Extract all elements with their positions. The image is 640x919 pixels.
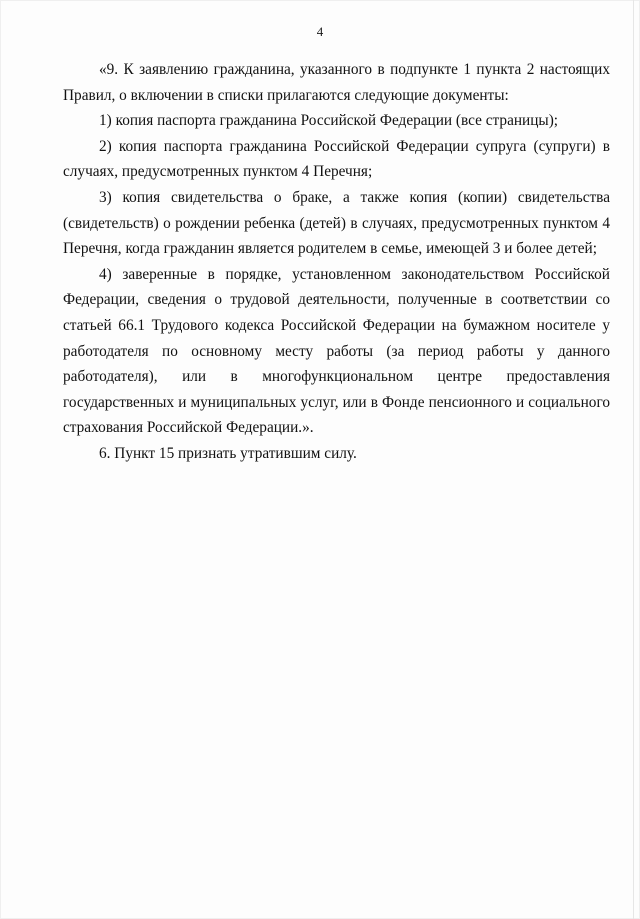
paragraph-subitem-4: 4) заверенные в порядке, установленном законодательством Российской Федерации, сведения о трудовой деятельности, полученные в соответствии со статьей 66.1 Трудового кодекса Российской Федерации на бумажном носителе у работодателя по основному месту работы (за период работы у данного работодателя), или в многофункциональном центре предоставления государственных и муниципальных услуг, или в Фонде пенсионного и социального страхования Российской Федерации.».: [63, 265, 610, 437]
scan-edge-line: [633, 0, 634, 919]
page-number: 4: [316, 24, 324, 39]
paragraph-subitem-1: 1) копия паспорта гражданина Российской Федерации (все страницы);: [99, 112, 559, 130]
paragraph-item-9-intro: «9. К заявлению гражданина, указанного в подпункте 1 пункта 2 настоящих Правил, о включении в списки прилагаются следующие документы:: [63, 61, 610, 104]
paragraph-item-6: 6. Пункт 15 признать утратившим силу.: [99, 444, 357, 462]
document-body: [63, 57, 610, 467]
paragraph-subitem-3: 3) копия свидетельства о браке, а также копия (копии) свидетельства (свидетельств) о рождении ребенка (детей) в случаях, предусмотренных пунктом 4 Перечня, когда гражданин является родителем в семье, имеющей 3 и более детей;: [63, 188, 610, 258]
paragraph-subitem-2: 2) копия паспорта гражданина Российской Федерации супруга (супруги) в случаях, предусмотренных пунктом 4 Перечня;: [63, 137, 610, 181]
